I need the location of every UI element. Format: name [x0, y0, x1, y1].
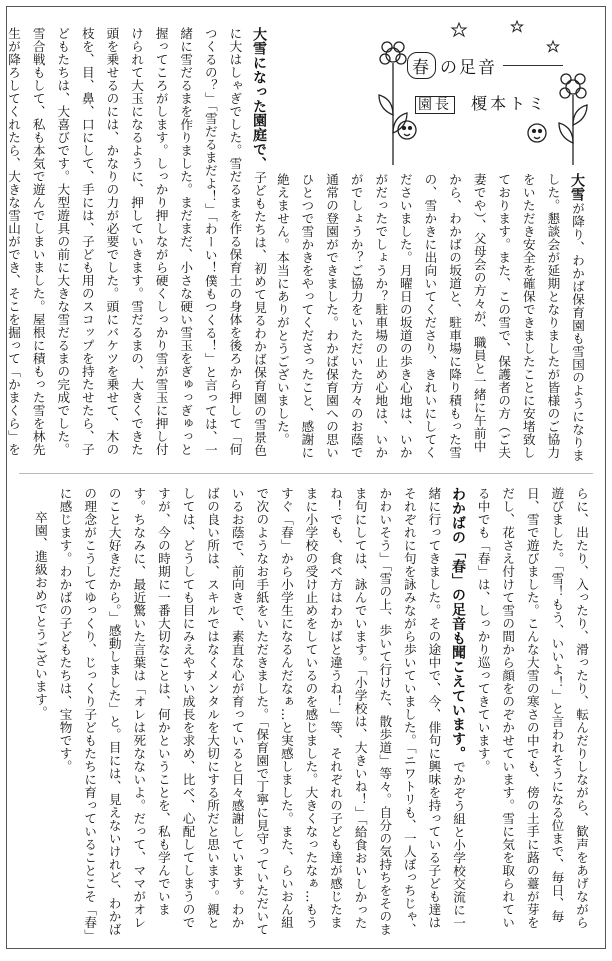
paragraph — [52, 487, 470, 939]
paragraph-text: らに、出たり、入ったり、滑ったり、転んだりしながら、歓声をあげながら遊びました。「雪！もう、いいよ！」と言われそうになる位まで、毎日、毎日、雪で遊びました。こんな大雪の寒さの中でも、傍の土手に蕗の薹が芽をだし、花さえ付けて雪の間から顔をのぞかせています。雪に気を取られている中でも「春」は、しっかり巡ってきています。 — [475, 487, 589, 929]
section-heading: 大雪になった園庭で、 — [251, 27, 267, 171]
lead-heading: 大雪 — [569, 173, 585, 202]
article-column-1 — [274, 173, 589, 463]
article-column-2 — [6, 27, 271, 467]
section-heading: わかばの「春」の足音も聞こえています。 — [450, 487, 467, 761]
paragraph-text: が降り、わかば保育園も雪国のようになりました。懇談会が延期となりましたが皆様のご協力をいただき安全を確保できましたことに安堵致しております。また、この雪で、保護者の方（ご夫妻でや）、父母会の方々が、職員と一緒に午前中から、わかばの坂道と、駐車場に降り積もった雪の、雪かきに出向いてくださり、きれいにしてくださいました。月曜日の坂道の歩き心地は、いかがだったでしょうか？駐車場の止め心地は、いかがでしょうか？ご協力をいただいた方々のお蔭で通常の登園ができました。わかば保育園への思いひとつで雪かきをやってくださったこと、感謝に絶えません。本当にありがとうございました。 — [274, 173, 585, 462]
article-column-3 — [25, 487, 593, 939]
paragraph — [470, 487, 593, 939]
title-underline — [503, 65, 563, 66]
author-role: 園長 — [415, 96, 455, 114]
section-divider — [19, 473, 593, 474]
newsletter-page — [6, 6, 606, 949]
paragraph — [0, 27, 271, 467]
newsletter-title — [407, 51, 583, 79]
header-illustration — [377, 15, 595, 165]
closing-line — [27, 487, 52, 939]
author-line — [415, 91, 547, 114]
title-highlight: 春 — [407, 52, 436, 79]
paragraph-text: でかぞう組と小学校交流に一緒に行ってきました。その途中で、今、俳句に興味を持っている子ども達はそれぞれに句を詠みながら歩いていました。「ニワトリも、一人ぼっちじゃ、かわいそう」「雪の上、歩いて行けた、散歩道」等々。自分の気持ちをそのまま句にしては、詠んでいます。「小学校は、大きいね！」「給食おいしかったね！でも、食べ方はわかばと違うね！」等、それぞれの子ども達が感じたままに小学校の受け止めをしているのを感じました。大きくなったなぁ…もうすぐ「春」から小学生になるんだなぁ…と実感しました。また、らいおん組で次のようなお手紙をいただきました。「保育園で丁寧に見守っていただいているお蔭で、前向きで、素直な心が育っていると日々感謝しています。わかばの良い所は、スキルではなくメンタルを大切にする所だと思います。親としては、どうしても目にみえやすい成長を求め、比べ、心配してしまうのですが、今の時期に一番大切なことは、何かということを、私も学んでいます。ちなみに、最近驚いた言葉は「オレは死なないよ。だって、ママがオレのこと大好きだから。」感動しました」と。目には、見えないけれど、わかばの理念がこうしてゆっくり、じっくり子どもたちに育っていることこそ「春」に感じます。わかばの子どもたちは、宝物です。 — [57, 487, 467, 936]
closing-text: 卒園、進級おめでとうございます。 — [32, 511, 48, 719]
paragraph-text: 子どもたちは、初めて見るわかば保育園の雪景色に大はしゃぎでした。雪だるまを作る保育士の身体を後ろから押して「何つくるの？」「雪だるまだよ！」「わーい！僕もつくる！」と言っては、一緒に雪だるまを作りました。まだまだ、小さな硬い雪玉をぎゅっぎゅっと握ってころがします。しっかり押しながら硬くしっかり雪が雪玉に押し付けられて大玉になるように、押していきます。雪だるまの、大きくできた頭を乗せるのには、かなりの力が必要でした。頭にバケツを乗せて、木の枝を、目、鼻、口にして、手には、子ども用のスコップを持たせたら、子どもたちは、大喜びです。大型遊具の前に大きな雪だるまの完成でした。雪合戦もして、私も本気で遊んでしまいました。屋根に積もった雪を林先生が降ろしてくれたら、大きな雪山ができ、そこを掘って「かまくら」を — [6, 27, 267, 457]
paragraph — [269, 173, 589, 463]
title-rest: の足音 — [440, 57, 497, 78]
flower-decoration-icon — [377, 15, 595, 165]
author-name: 榎本トミ — [471, 94, 548, 113]
